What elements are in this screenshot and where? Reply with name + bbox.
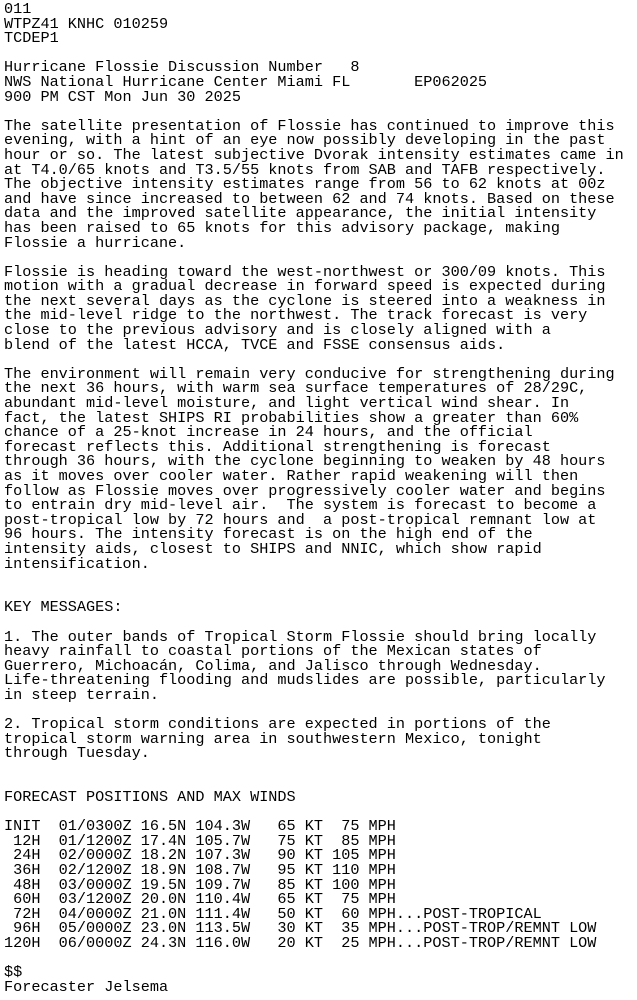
text-line: 1. The outer bands of Tropical Storm Flossie should bring locally <box>4 627 597 646</box>
text-line <box>4 761 637 776</box>
text-line: $$ <box>4 963 23 982</box>
text-line: hour or so. The latest subjective Dvorak intensity estimates came in <box>4 145 624 164</box>
text-line: at T4.0/65 knots and T3.5/55 knots from SAB and TAFB respectively. <box>4 160 606 179</box>
text-line: in steep terrain. <box>4 685 159 704</box>
text-line: the mid-level ridge to the northwest. The track forecast is very <box>4 306 588 325</box>
text-line: Flossie is heading toward the west-northwest or 300/09 knots. This <box>4 262 606 281</box>
text-line: close to the previous advisory and is closely aligned with a <box>4 321 551 340</box>
text-line: 120H 06/0000Z 24.3N 116.0W 20 KT 25 MPH...POST-TROP/REMNT LOW <box>4 934 597 952</box>
text-line <box>4 571 637 586</box>
text-line: to entrain dry mid-level air. The system is forecast to become a <box>4 496 597 515</box>
text-line: 48H 03/0000Z 19.5N 109.7W 85 KT 100 MPH <box>4 875 396 894</box>
text-line: abundant mid-level moisture, and light vertical wind shear. In <box>4 394 570 413</box>
text-line: heavy rainfall to coastal portions of the Mexican states of <box>4 642 542 661</box>
text-line: fact, the latest SHIPS RI probabilities show a greater than 60% <box>4 408 579 427</box>
text-line: forecast reflects this. Additional strengthening is forecast <box>4 437 551 456</box>
text-line: through 36 hours, with the cyclone beginning to weaken by 48 hours <box>4 452 606 471</box>
text-line: NWS National Hurricane Center Miami FL EP062025 <box>4 72 488 91</box>
text-line: 72H 04/0000Z 21.0N 111.4W 50 KT 60 MPH...POST-TROPICAL <box>4 904 542 923</box>
text-line: post-tropical low by 72 hours and a post-tropical remnant low at <box>4 510 597 529</box>
text-line: The satellite presentation of Flossie has continued to improve this <box>4 116 615 135</box>
text-line: 36H 02/1200Z 18.9N 108.7W 95 KT 110 MPH <box>4 861 396 880</box>
text-line: tropical storm warning area in southwestern Mexico, tonight <box>4 729 542 748</box>
text-line: 2. Tropical storm conditions are expected in portions of the <box>4 715 551 734</box>
text-line: and have since increased to between 62 and 74 knots. Based on these <box>4 189 615 208</box>
text-line: Flossie a hurricane. <box>4 233 187 252</box>
text-line: has been raised to 65 knots for this advisory package, making <box>4 218 560 237</box>
text-line: The environment will remain very conducive for strengthening during <box>4 364 615 383</box>
text-line: chance of a 25-knot increase in 24 hours, and the official <box>4 423 533 442</box>
text-line: 24H 02/0000Z 18.2N 107.3W 90 KT 105 MPH <box>4 846 396 865</box>
text-line: WTPZ41 KNHC 010259 <box>4 14 169 33</box>
text-line: 900 PM CST Mon Jun 30 2025 <box>4 87 241 106</box>
text-line: as it moves over cooler water. Rather rapid weakening will then <box>4 467 579 485</box>
text-line: the next several days as the cyclone is steered into a weakness in <box>4 291 606 310</box>
text-line <box>4 951 637 966</box>
text-line: 011 <box>4 0 32 18</box>
text-line: follow as Flossie moves over progressively cooler water and begins <box>4 481 606 500</box>
text-line: intensification. <box>4 554 150 573</box>
text-line: 60H 03/1200Z 20.0N 110.4W 65 KT 75 MPH <box>4 890 396 909</box>
text-line: evening, with a hint of an eye now possibly developing in the past <box>4 131 606 150</box>
text-line: Life-threatening flooding and mudslides are possible, particularly <box>4 671 606 690</box>
text-line: The objective intensity estimates range from 56 to 62 knots at 00z <box>4 175 606 194</box>
text-line: through Tuesday. <box>4 744 150 763</box>
text-line: KEY MESSAGES: <box>4 598 123 617</box>
text-line: Hurricane Flossie Discussion Number 8 <box>4 58 360 77</box>
text-line: Guerrero, Michoacán, Colima, and Jalisco through Wednesday. <box>4 656 542 675</box>
text-line: 96H 05/0000Z 23.0N 113.5W 30 KT 35 MPH...POST-TROP/REMNT LOW <box>4 919 597 938</box>
text-line: FORECAST POSITIONS AND MAX WINDS <box>4 788 296 807</box>
text-line: motion with a gradual decrease in forward speed is expected during <box>4 277 606 296</box>
text-line: blend of the latest HCCA, TVCE and FSSE consensus aids. <box>4 335 506 354</box>
text-line: 12H 01/1200Z 17.4N 105.7W 75 KT 85 MPH <box>4 831 396 850</box>
text-line: INIT 01/0300Z 16.5N 104.3W 65 KT 75 MPH <box>4 817 396 836</box>
text-line: TCDEP1 <box>4 29 59 48</box>
text-line: Forecaster Jelsema <box>4 977 169 996</box>
text-line: data and the improved satellite appearance, the initial intensity <box>4 204 597 223</box>
text-line: 96 hours. The intensity forecast is on the high end of the <box>4 525 533 544</box>
text-line: the next 36 hours, with warm sea surface temperatures of 28/29C, <box>4 379 588 398</box>
text-line: intensity aids, closest to SHIPS and NNIC, which show rapid <box>4 539 542 558</box>
